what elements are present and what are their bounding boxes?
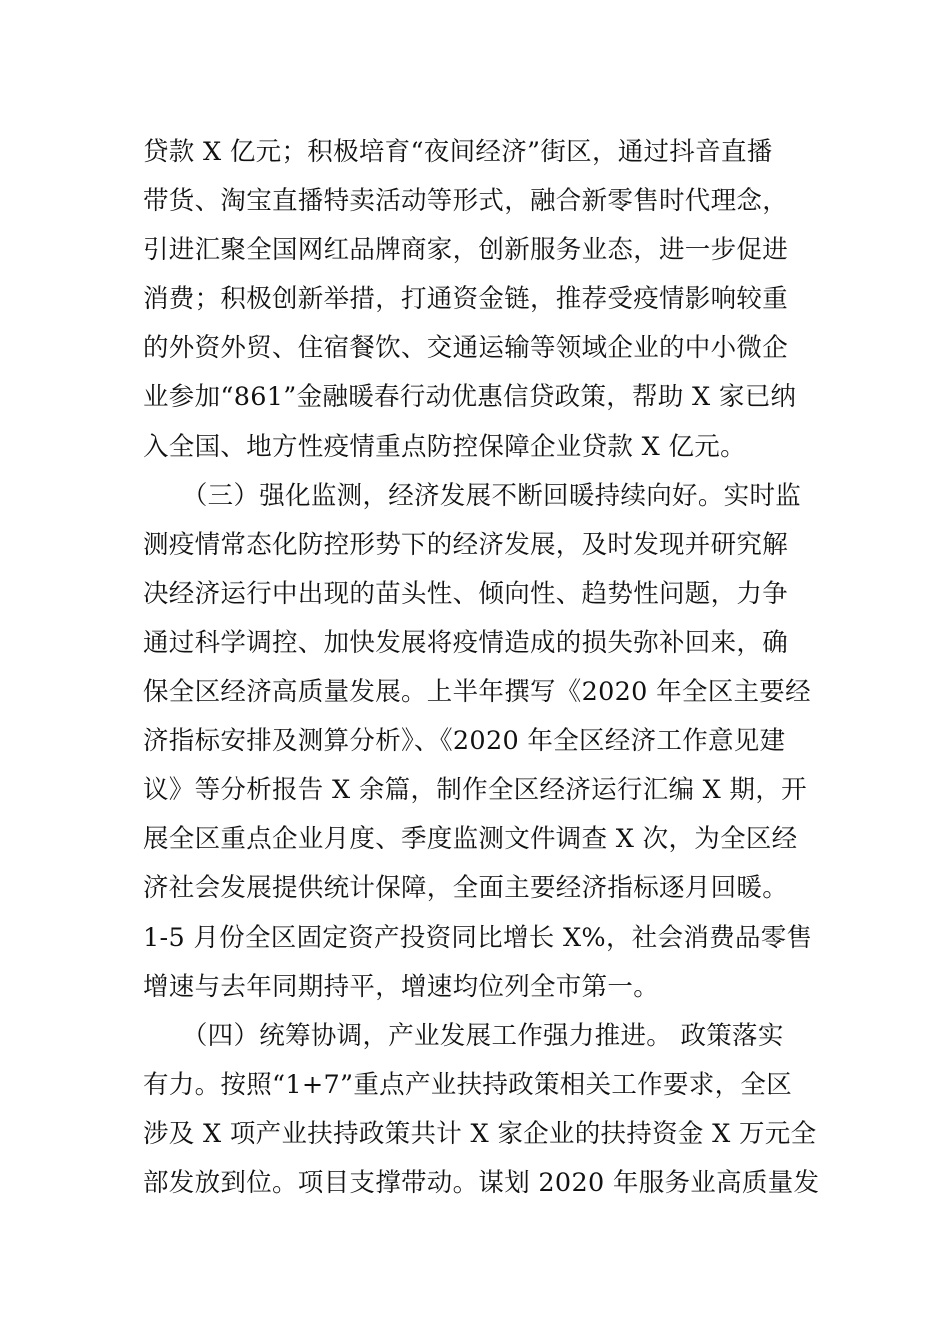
text-line-15: 展全区重点企业月度、季度监测文件调查 X 次，为全区经: [143, 824, 798, 855]
text-line-2: 带货、淘宝直播特卖活动等形式，融合新零售时代理念，: [143, 186, 789, 217]
text-line-13: 济指标安排及测算分析》、《2020 年全区经济工作意见建: [143, 726, 786, 757]
text-line-12: 保全区经济高质量发展。上半年撰写《2020 年全区主要经: [143, 677, 811, 708]
text-line-16: 济社会发展提供统计保障，全面主要经济指标逐月回暖。: [143, 873, 789, 904]
text-line-22: 部发放到位。项目支撑带动。谋划 2020 年服务业高质量发: [143, 1167, 820, 1198]
body-text: [143, 128, 823, 1208]
text-line-19: （四）统筹协调，产业发展工作强力推进。 政策落实: [143, 1020, 784, 1051]
text-line-21: 涉及 X 项产业扶持政策共计 X 家企业的扶持资金 X 万元全: [143, 1118, 817, 1149]
text-line-8: （三）强化监测，经济发展不断回暖持续向好。实时监: [143, 480, 802, 511]
text-line-11: 通过科学调控、加快发展将疫情造成的损失弥补回来，确: [143, 627, 789, 658]
text-line-7: 入全国、地方性疫情重点防控保障企业贷款 X 亿元。: [143, 431, 746, 462]
text-line-18: 增速与去年同期持平，增速均位列全市第一。: [143, 971, 660, 1002]
text-line-3: 引进汇聚全国网红品牌商家，创新服务业态，进一步促进: [143, 235, 789, 266]
text-line-6: 业参加“861”金融暖春行动优惠信贷政策，帮助 X 家已纳: [143, 382, 797, 413]
text-line-4: 消费；积极创新举措，打通资金链，推荐受疫情影响较重: [143, 284, 789, 315]
text-line-20: 有力。按照“1+7”重点产业扶持政策相关工作要求，全区: [143, 1069, 792, 1100]
text-line-10: 决经济运行中出现的苗头性、倾向性、趋势性问题，力争: [143, 578, 789, 609]
text-line-5: 的外资外贸、住宿餐饮、交通运输等领域企业的中小微企: [143, 333, 789, 364]
text-line-9: 测疫情常态化防控形势下的经济发展，及时发现并研究解: [143, 529, 789, 560]
text-line-17: 1-5 月份全区固定资产投资同比增长 X%，社会消费品零售: [143, 922, 813, 953]
text-line-14: 议》等分析报告 X 余篇，制作全区经济运行汇编 X 期，开: [143, 775, 807, 806]
text-line-1: 贷款 X 亿元；积极培育“夜间经济”街区，通过抖音直播: [143, 137, 773, 167]
